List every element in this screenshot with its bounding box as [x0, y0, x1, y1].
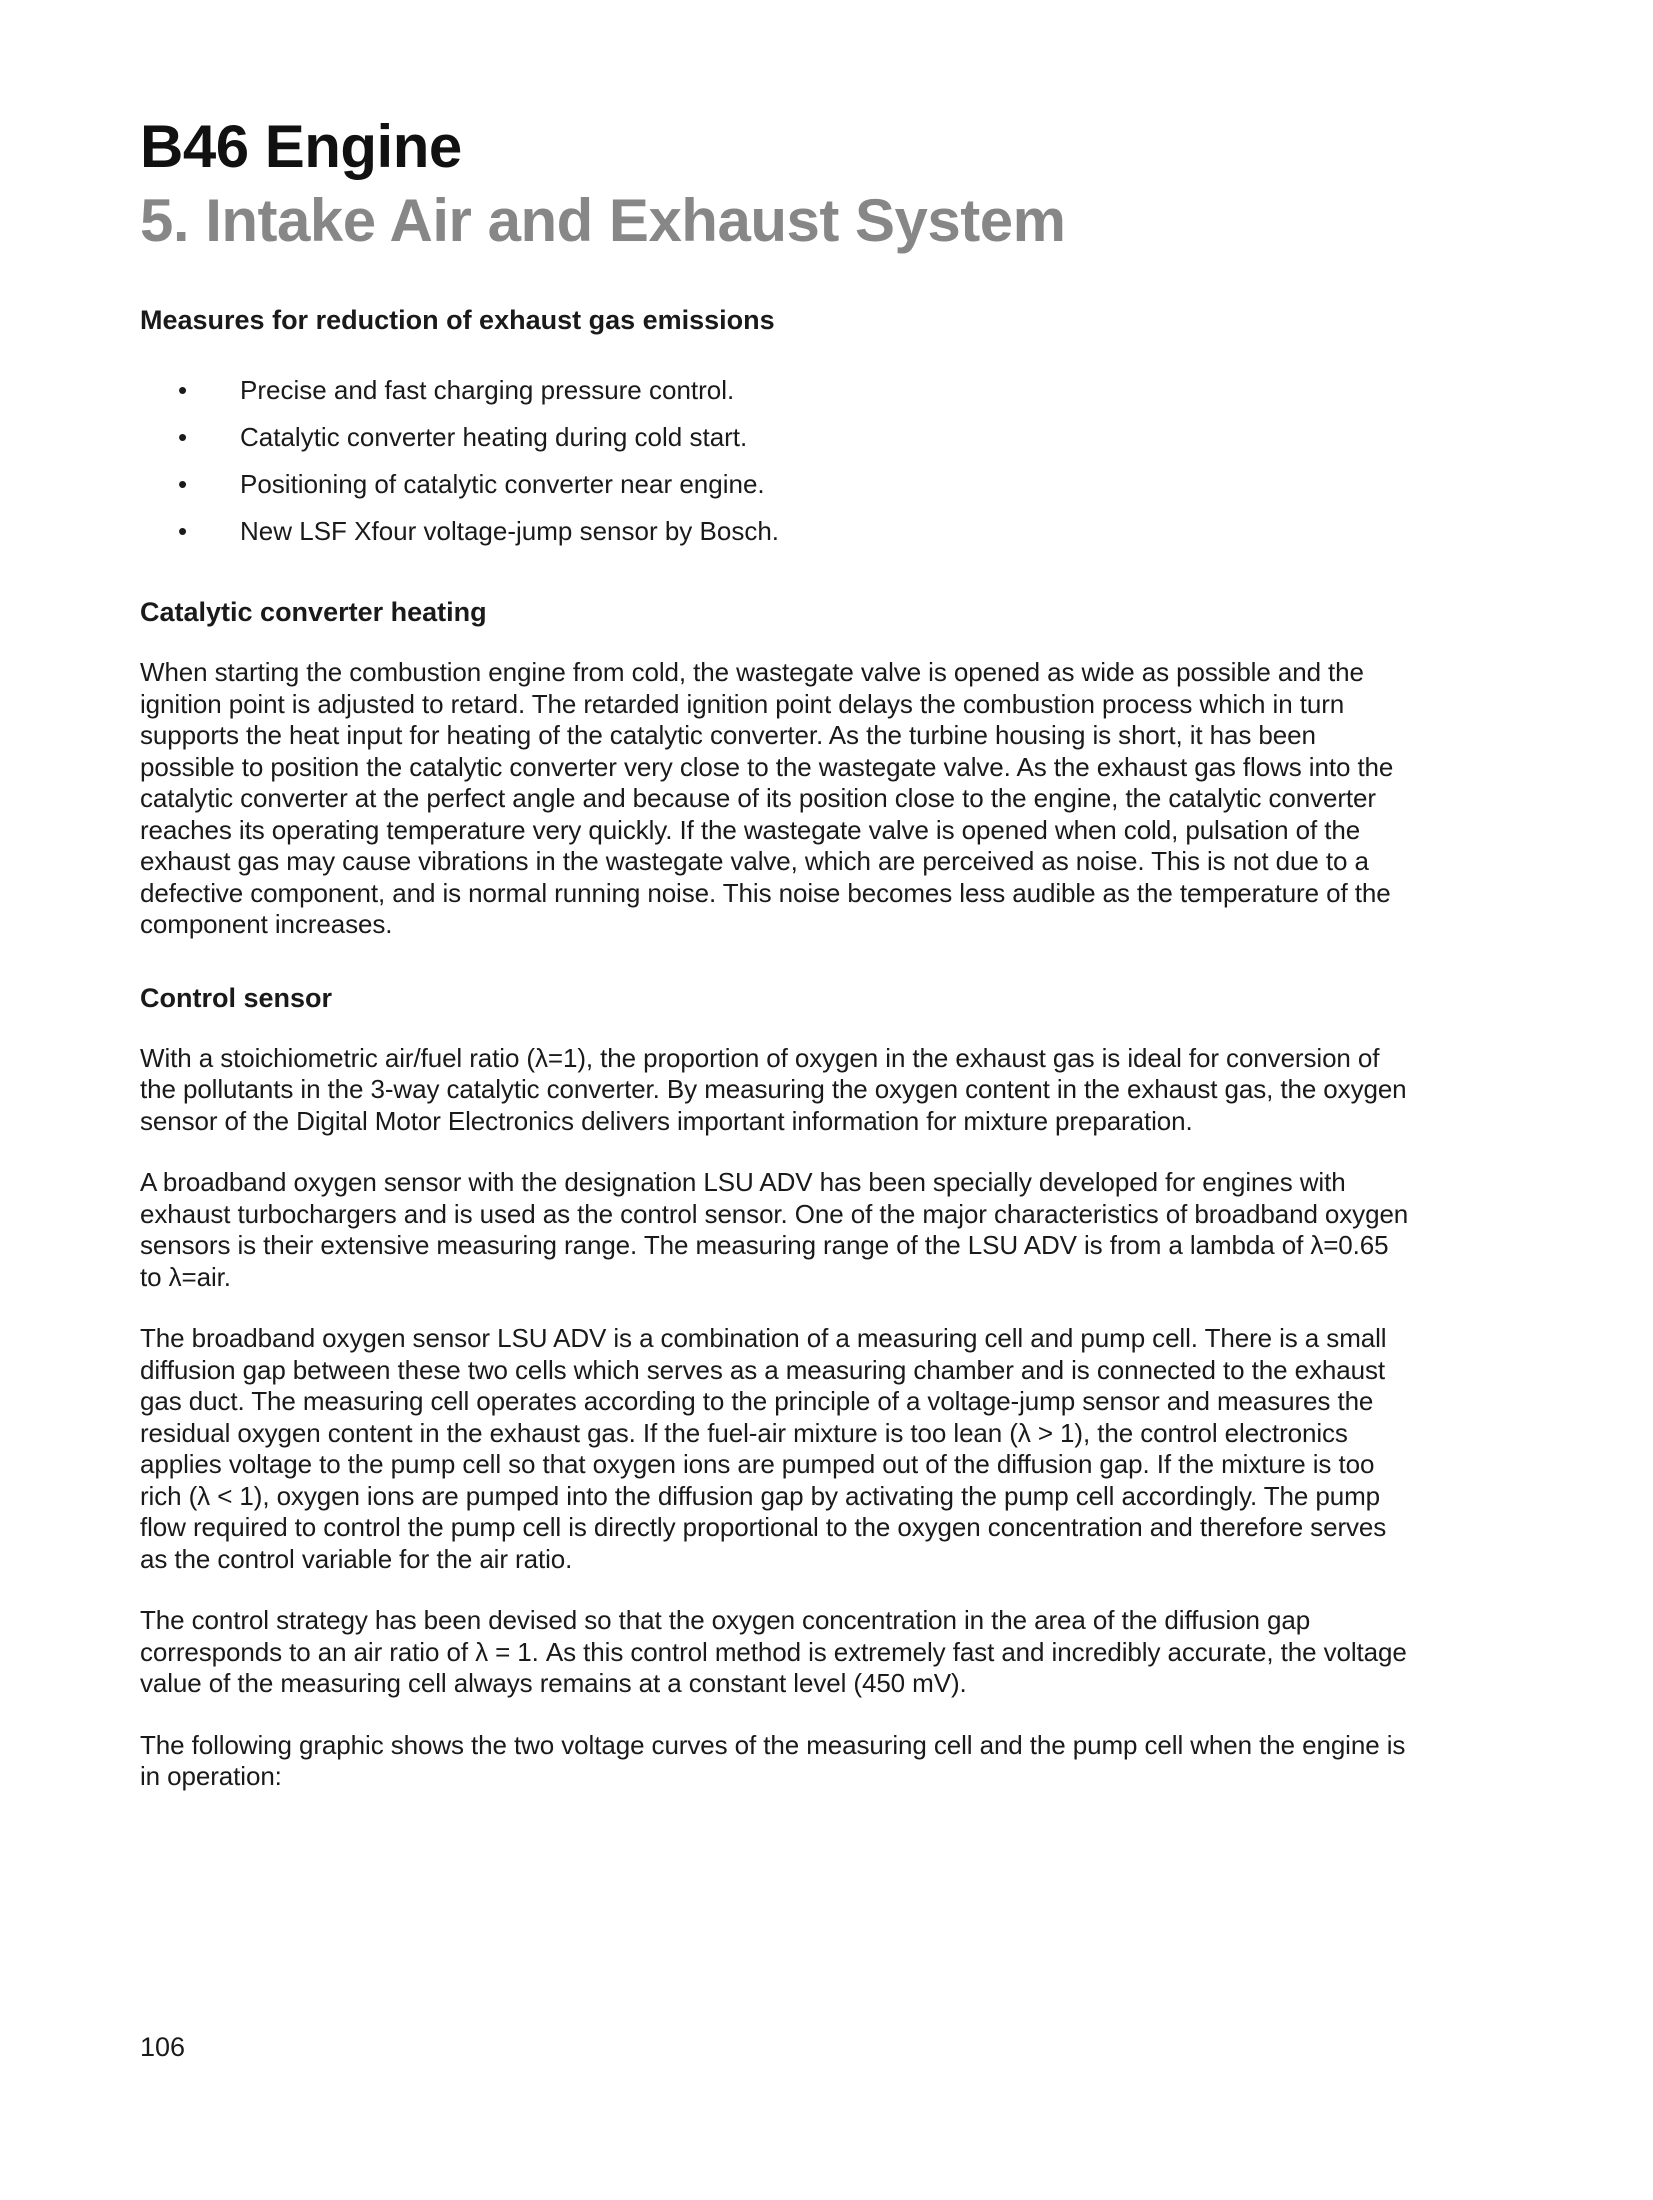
list-item-text: New LSF Xfour voltage-jump sensor by Bosch. — [240, 516, 780, 546]
section-heading-catalytic: Catalytic converter heating — [140, 597, 487, 627]
paragraph-stoichiometric: With a stoichiometric air/fuel ratio (λ=1), the proportion of oxygen in the exhaust gas is ideal for conversion of the pollutants in the 3-way catalytic converter. By measuring the oxygen content in the exhaust gas, the oxygen sensor of the Digital Motor Electronics delivers important information for mixture preparation. — [140, 1042, 1407, 1136]
paragraph-graphic-intro: The following graphic shows the two voltage curves of the measuring cell and the pump cell when the engine is in operation: — [140, 1729, 1406, 1791]
chapter-title: 5. Intake Air and Exhaust System — [140, 187, 1066, 254]
list-item — [140, 508, 1410, 555]
list-item — [140, 367, 1410, 414]
document-page — [140, 110, 1410, 1793]
list-item — [140, 461, 1410, 508]
page-number: 106 — [140, 2032, 186, 2062]
section-heading-control-sensor: Control sensor — [140, 982, 333, 1013]
list-item-text: Precise and fast charging pressure control. — [240, 375, 735, 405]
list-item-text: Positioning of catalytic converter near engine. — [240, 469, 765, 499]
paragraph-measuring-pump-cell: The broadband oxygen sensor LSU ADV is a combination of a measuring cell and pump cell. There is a small diffusion gap between these two cells which serves as a measuring chamber and is connected to the exhaust gas duct. The measuring cell operates according to the principle of a voltage-jump sensor and measures the residual oxygen content in the exhaust gas. If the fuel-air mixture is too lean (λ > 1), the control electronics applies voltage to the pump cell so that oxygen ions are pumped out of the diffusion gap. If the mixture is too rich (λ < 1), oxygen ions are pumped into the diffusion gap by activating the pump cell accordingly. The pump flow required to control the pump cell is directly proportional to the oxygen concentration and therefore serves as the control variable for the air ratio. — [140, 1323, 1387, 1574]
paragraph-broadband-sensor: A broadband oxygen sensor with the designation LSU ADV has been specially developed for engines with exhaust turbochargers and is used as the control sensor. One of the major characteristics of broadband oxygen sensors is their extensive measuring range. The measuring range of the LSU ADV is from a lambda of λ=0.65 to λ=air. — [140, 1167, 1409, 1292]
bullet-icon: • — [178, 516, 188, 546]
document-title: B46 Engine — [140, 113, 462, 180]
bullet-icon: • — [178, 375, 188, 405]
list-item-text: Catalytic converter heating during cold start. — [240, 422, 748, 452]
section-heading-measures: Measures for reduction of exhaust gas emissions — [140, 305, 775, 335]
bullet-icon: • — [178, 422, 188, 452]
paragraph-control-strategy: The control strategy has been devised so that the oxygen concentration in the area of the diffusion gap corresponds to an air ratio of λ = 1. As this control method is extremely fast and incredibly accurate, the voltage value of the measuring cell always remains at a constant level (450 mV). — [140, 1605, 1407, 1698]
emission-measures-list — [140, 367, 1410, 555]
list-item — [140, 414, 1410, 461]
bullet-icon: • — [178, 469, 188, 499]
paragraph-catalytic-heating: When starting the combustion engine from cold, the wastegate valve is opened as wide as possible and the ignition point is adjusted to retard. The retarded ignition point delays the combustion process which in turn supports the heat input for heating of the catalytic converter. As the turbine housing is short, it has been possible to position the catalytic converter very close to the wastegate valve. As the exhaust gas flows into the catalytic converter at the perfect angle and because of its position close to the engine, the catalytic converter reaches its operating temperature very quickly. If the wastegate valve is opened when cold, pulsation of the exhaust gas may cause vibrations in the wastegate valve, which are perceived as noise. This is not due to a defective component, and is normal running noise. This noise becomes less audible as the temperature of the component increases. — [140, 657, 1394, 939]
